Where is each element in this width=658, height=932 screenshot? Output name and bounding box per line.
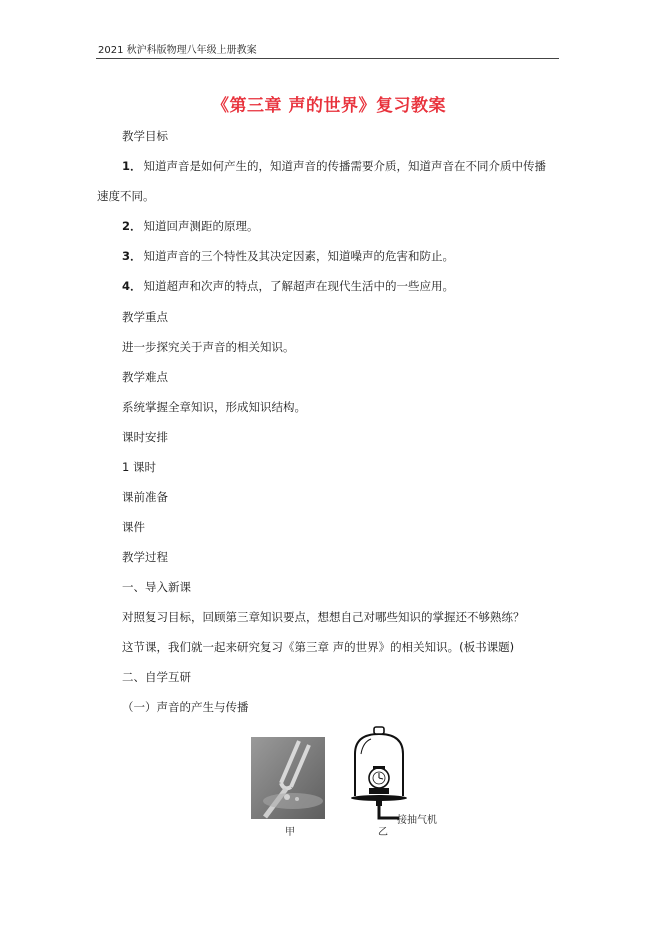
key-points-heading: 教学重点: [122, 310, 168, 324]
objective-4: [122, 278, 454, 294]
objective-1-continued: 速度不同。: [97, 189, 155, 203]
objective-3-text: 知道声音的三个特性及其决定因素，知道噪声的危害和防止。: [143, 249, 455, 263]
objective-1-number: 1．: [122, 159, 142, 173]
part1-text-2: 这节课，我们就一起来研究复习《第三章 声的世界》的相关知识。(板书课题): [122, 640, 515, 654]
figure-caption-b: 乙: [378, 827, 388, 838]
objective-1-text: 知道声音是如何产生的，知道声音的传播需要介质，知道声音在不同介质中传播: [143, 159, 547, 173]
objective-4-text: 知道超声和次声的特点，了解超声在现代生活中的一些应用。: [143, 279, 455, 293]
pump-label: 接抽气机: [397, 815, 437, 826]
subsection-1-heading: （一）声音的产生与传播: [122, 700, 249, 714]
preparation-text: 课件: [122, 520, 145, 534]
objective-4-number: 4．: [122, 279, 142, 293]
schedule-heading: 课时安排: [122, 430, 168, 444]
part1-heading: 一、导入新课: [122, 580, 191, 594]
objective-1: [122, 158, 546, 174]
part2-heading: 二、自学互研: [122, 670, 191, 684]
document-title: 《第三章 声的世界》复习教案: [212, 96, 446, 116]
objective-2-number: 2．: [122, 219, 142, 233]
objective-3-number: 3．: [122, 249, 142, 263]
schedule-text: 1 课时: [122, 460, 156, 474]
difficulties-text: 系统掌握全章知识，形成知识结构。: [122, 400, 306, 414]
page-header: 2021 秋沪科版物理八年级上册教案: [98, 45, 257, 56]
part1-text: 对照复习目标，回顾第三章知识要点，想想自己对哪些知识的掌握还不够熟练？: [122, 610, 525, 624]
objective-2: [122, 218, 259, 234]
tuning-fork-photo: [251, 737, 325, 819]
preparation-heading: 课前准备: [122, 490, 168, 504]
header-divider: [96, 58, 559, 59]
difficulties-heading: 教学难点: [122, 370, 168, 384]
objectives-heading: 教学目标: [122, 129, 168, 143]
objective-3: [122, 248, 454, 264]
process-heading: 教学过程: [122, 550, 168, 564]
objective-2-text: 知道回声测距的原理。: [143, 219, 259, 233]
key-points-text: 进一步探究关于声音的相关知识。: [122, 340, 295, 354]
figure-caption-a: 甲: [285, 827, 295, 838]
